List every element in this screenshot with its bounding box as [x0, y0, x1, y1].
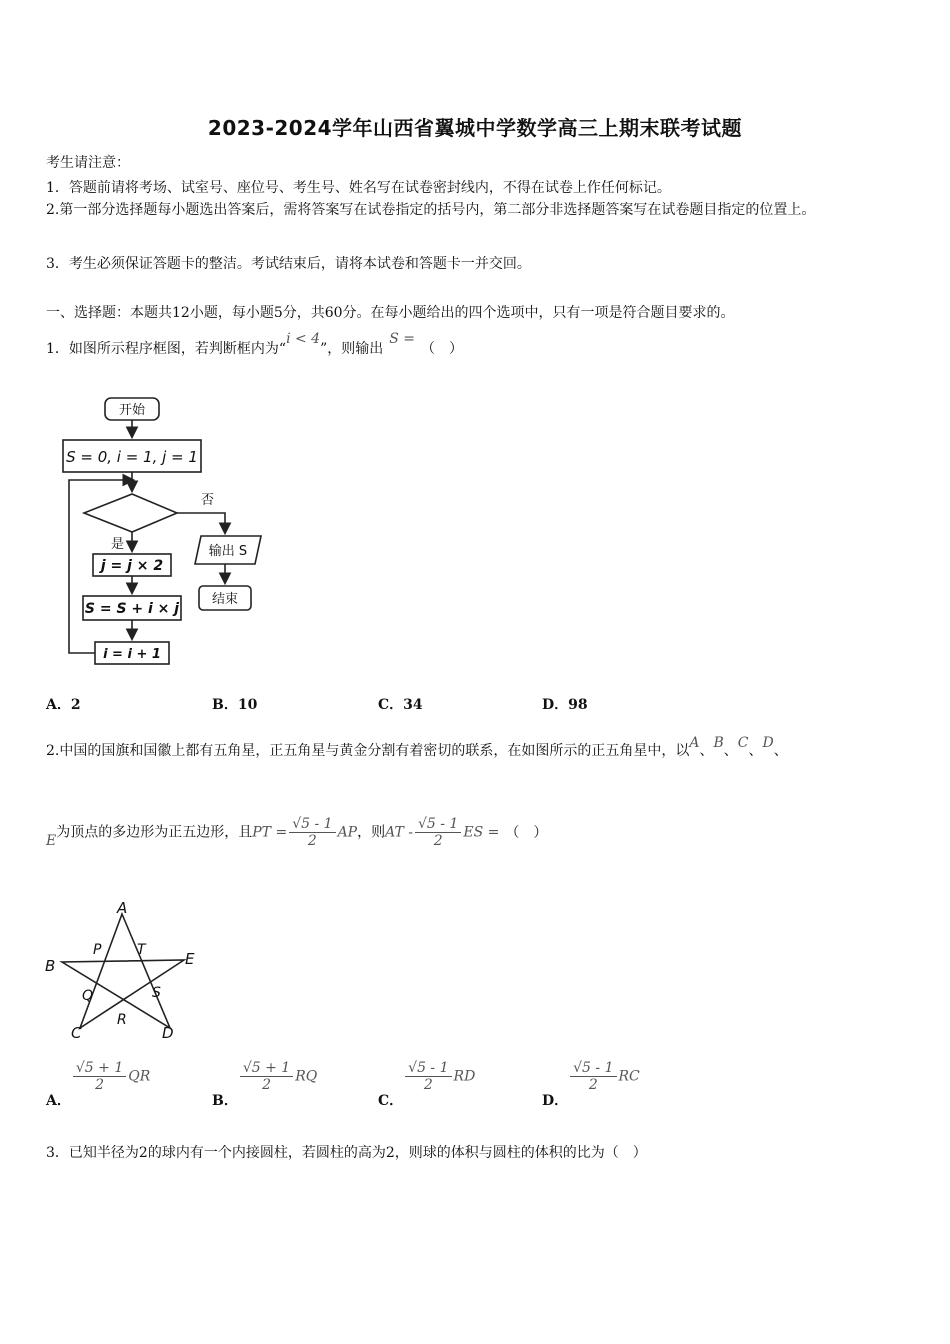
q1-output-expr: S =	[389, 331, 416, 347]
q2-option-a-vector: QR	[128, 1068, 151, 1085]
q2-option-a	[46, 1060, 151, 1109]
flow-start-label: 开始	[118, 403, 146, 418]
q2-line1: 2.中国的国旗和国徽上都有五角星，正五角星与黄金分割有着密切的联系，在如图所示的正五角星中，以	[46, 743, 690, 759]
q2-vertex-a: A	[689, 735, 700, 751]
page-title: 2023-2024学年山西省翼城中学数学高三上期末联考试题	[207, 116, 743, 140]
notice-heading: 考生请注意：	[46, 155, 130, 171]
star-label-a: A	[117, 899, 128, 917]
flow-no-label: 否	[201, 493, 215, 508]
flow-init-label: S = 0, i = 1, j = 1	[66, 448, 198, 466]
flow-step1-label: j = j × 2	[100, 558, 164, 574]
q2-sep-2: 、	[723, 743, 738, 759]
q1-option-a-label: A．	[46, 697, 71, 713]
q2-option-a-den: 2	[95, 1077, 105, 1093]
star-label-e: E	[185, 950, 195, 968]
q2-vertex-e: E	[46, 832, 57, 849]
q2-pt: PT =	[252, 824, 288, 841]
q1-option-c	[378, 694, 423, 714]
star-label-q: Q	[82, 988, 94, 1004]
q2-option-c	[378, 1060, 476, 1109]
flow-yes-label: 是	[111, 537, 125, 552]
q2-option-d-vector: RC	[618, 1068, 640, 1085]
q2-es: ES =	[463, 824, 500, 841]
q2-vertex-b: B	[713, 735, 724, 751]
star-label-b: B	[45, 957, 56, 975]
q2-option-d-den: 2	[588, 1077, 598, 1093]
q1-option-d-label: D．	[542, 697, 569, 713]
q2-fraction-1-den: 2	[307, 833, 317, 849]
pentagram-shape	[62, 914, 184, 1028]
q1-option-c-label: C．	[378, 697, 404, 713]
pentagram-figure	[40, 896, 210, 1046]
q2-option-b-label: B．	[212, 1092, 238, 1109]
q2-sep-4: 、	[773, 743, 788, 759]
q2-option-c-fraction	[405, 1060, 451, 1093]
question-2-line2	[46, 816, 547, 849]
q1-option-d	[542, 694, 588, 714]
star-label-d: D	[162, 1024, 174, 1042]
q1-option-a	[46, 694, 81, 714]
q2-vertex-d: D	[762, 735, 774, 751]
question-2-line1	[46, 735, 788, 760]
q2-fraction-2-num: √5 - 1	[415, 816, 461, 833]
flow-end-label: 结束	[211, 592, 239, 607]
q2-suffix: （ ）	[505, 824, 548, 841]
q2-option-c-label: C．	[378, 1092, 404, 1109]
flow-decision-diamond	[84, 494, 177, 532]
q2-fraction-2-den: 2	[433, 833, 443, 849]
q1-option-b	[212, 694, 257, 714]
q1-option-b-value: 10	[237, 697, 258, 713]
q2-sep-3: 、	[748, 743, 763, 759]
q2-option-c-vector: RD	[453, 1068, 476, 1085]
q2-ap: AP	[337, 824, 358, 841]
q2-vertex-c: C	[737, 735, 749, 751]
question-3: 3．已知半径为2的球内有一个内接圆柱，若圆柱的高为2，则球的体积与圆柱的体积的比为（ ）	[46, 1145, 647, 1161]
q1-option-b-label: B．	[212, 697, 238, 713]
star-label-r: R	[117, 1012, 127, 1028]
flow-step2-label: S = S + i × j	[84, 601, 180, 617]
q2-option-b-num: √5 + 1	[240, 1060, 293, 1077]
flowchart	[55, 392, 275, 677]
q2-option-d	[542, 1060, 640, 1109]
star-label-t: T	[137, 942, 146, 958]
q2-option-c-den: 2	[423, 1077, 433, 1093]
q2-option-b	[212, 1060, 318, 1109]
question-1	[46, 331, 464, 358]
q2-fraction-1-num: √5 - 1	[289, 816, 335, 833]
star-label-p: P	[93, 942, 102, 958]
q2-option-a-label: A．	[46, 1092, 71, 1109]
star-label-s: S	[152, 985, 161, 1001]
section-heading: 一、选择题：本题共12小题，每小题5分，共60分。在每小题给出的四个选项中，只有一项是符合题目要求的。	[46, 305, 735, 321]
q2-option-d-label: D．	[542, 1092, 569, 1109]
q2-option-a-fraction	[73, 1060, 126, 1093]
q1-option-c-value: 34	[403, 697, 423, 713]
q2-fraction-2	[415, 816, 461, 849]
notice-item-3: 3．考生必须保证答题卡的整洁。考试结束后，请将本试卷和答题卡一并交回。	[46, 256, 531, 272]
q2-option-b-vector: RQ	[295, 1068, 318, 1085]
q2-at: AT -	[385, 824, 413, 841]
q1-mid: ”，则输出	[320, 341, 384, 357]
q2-then: ，则	[357, 824, 386, 841]
q2-option-d-fraction	[570, 1060, 616, 1093]
q1-option-d-value: 98	[568, 697, 588, 713]
q2-option-b-fraction	[240, 1060, 293, 1093]
q1-suffix: （ ）	[421, 341, 464, 357]
q2-fraction-1	[289, 816, 335, 849]
flow-output-label: 输出 S	[208, 544, 248, 559]
q1-option-a-value: 2	[70, 697, 81, 713]
q2-option-a-num: √5 + 1	[73, 1060, 126, 1077]
q2-line2: 为顶点的多边形为正五边形，且	[56, 824, 253, 841]
q2-option-b-den: 2	[262, 1077, 271, 1093]
star-label-c: C	[71, 1024, 82, 1042]
flow-step3-label: i = i + 1	[103, 647, 161, 662]
q1-prefix: 1．如图所示程序框图，若判断框内为“	[46, 341, 287, 357]
q2-option-d-num: √5 - 1	[570, 1060, 616, 1077]
notice-item-1: 1．答题前请将考场、试室号、座位号、考生号、姓名写在试卷密封线内，不得在试卷上作任何标记。	[46, 180, 671, 196]
notice-item-2: 2.第一部分选择题每小题选出答案后，需将答案写在试卷指定的括号内，第二部分非选择题答案写在试卷题目指定的位置上。	[46, 202, 816, 218]
q1-condition: i < 4	[286, 331, 321, 347]
q2-option-c-num: √5 - 1	[405, 1060, 451, 1077]
q2-sep-1: 、	[699, 743, 714, 759]
